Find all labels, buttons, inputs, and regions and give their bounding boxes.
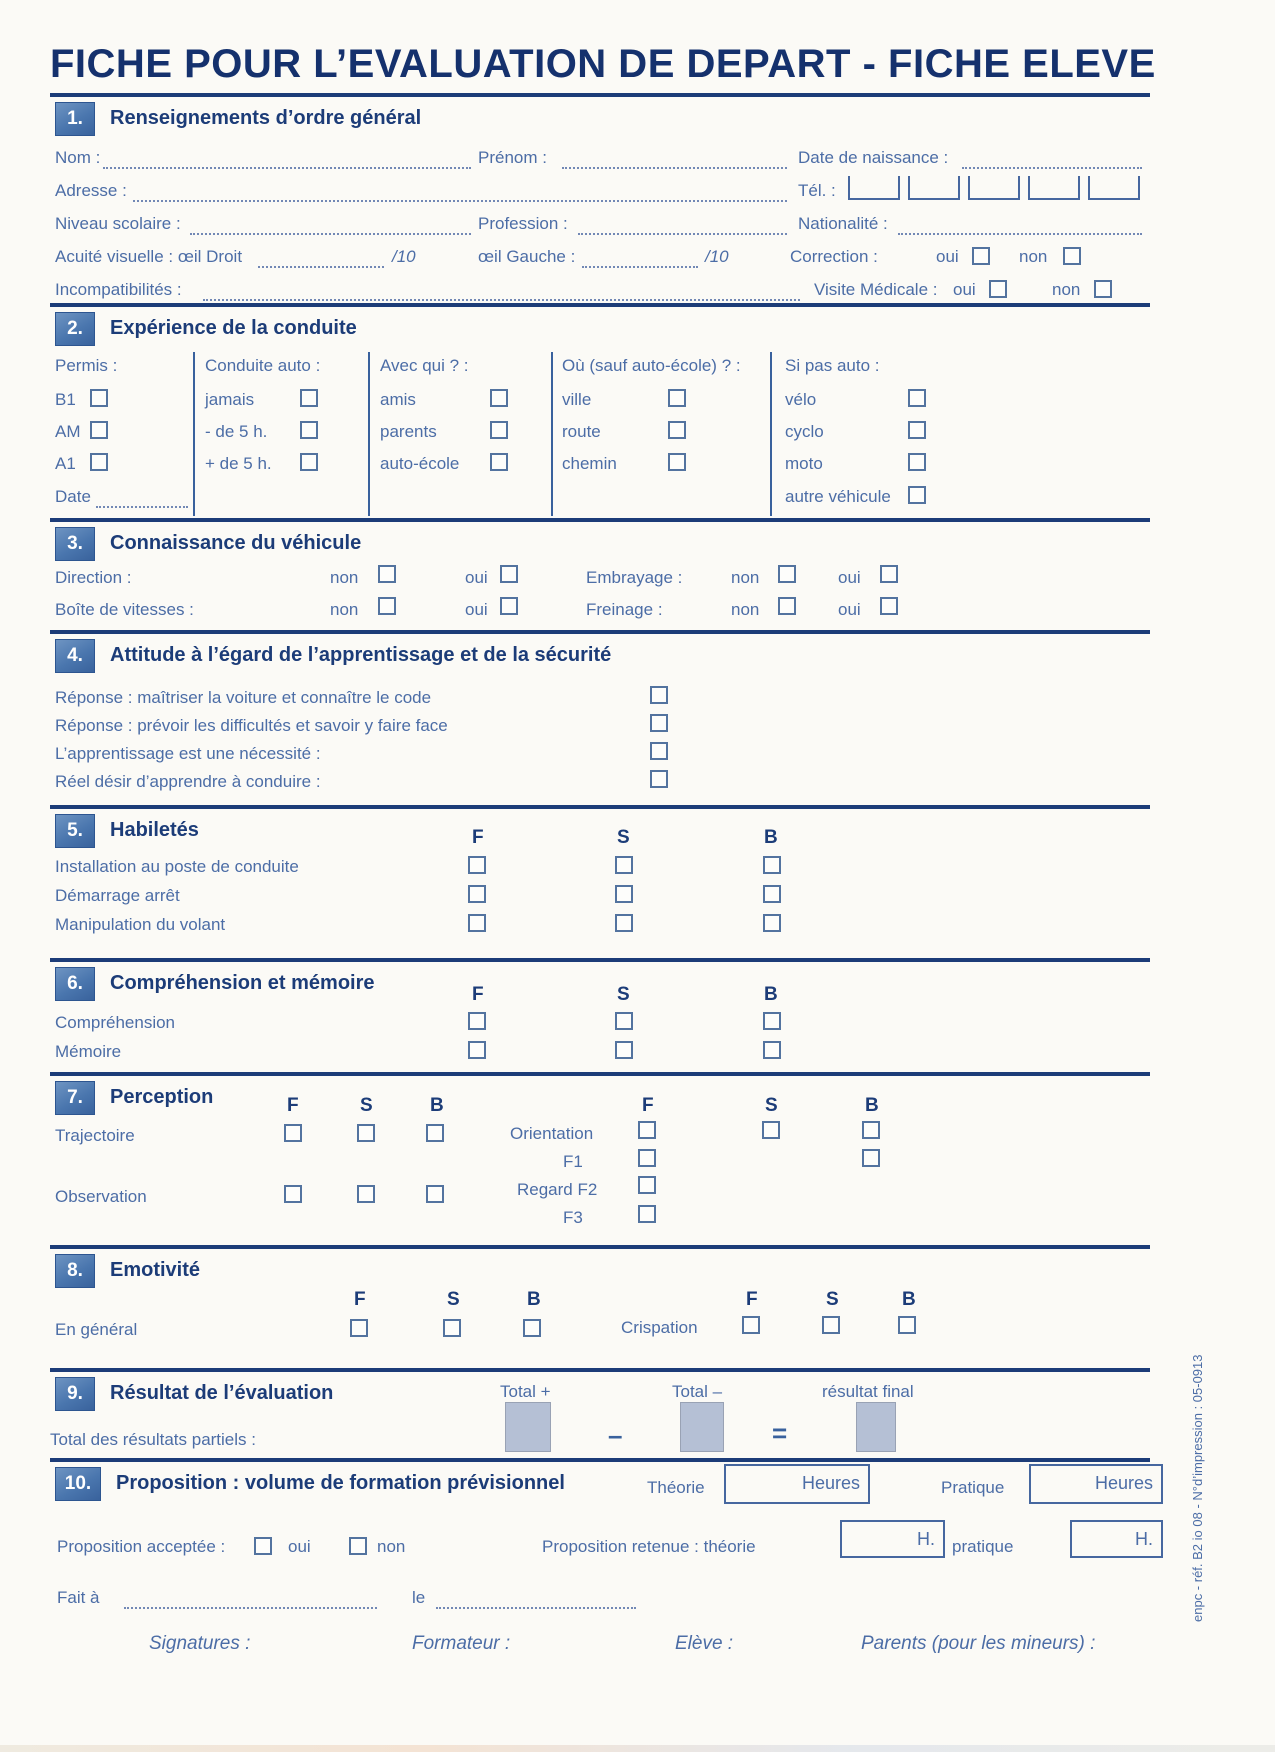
section-9-title: Résultat de l’évaluation bbox=[110, 1382, 334, 1404]
acceptee-oui-label: oui bbox=[288, 1537, 311, 1556]
s5-r3-s-checkbox[interactable] bbox=[615, 914, 633, 932]
nationalite-label: Nationalité : bbox=[798, 214, 888, 233]
s6-r2-b-checkbox[interactable] bbox=[763, 1041, 781, 1059]
s5-r3-b-checkbox[interactable] bbox=[763, 914, 781, 932]
observation-label: Observation bbox=[55, 1187, 147, 1206]
niveau-label: Niveau scolaire : bbox=[55, 214, 181, 233]
s8-right-col-b: B bbox=[902, 1289, 916, 1310]
attitude-3-checkbox[interactable] bbox=[650, 742, 668, 760]
correction-non-label: non bbox=[1019, 247, 1048, 266]
moins-5h-label: - de 5 h. bbox=[205, 422, 268, 441]
section-7-header bbox=[50, 1072, 1150, 1122]
adresse-field[interactable] bbox=[133, 181, 787, 202]
freinage-non-checkbox[interactable] bbox=[778, 597, 796, 615]
fait-a-field[interactable] bbox=[124, 1588, 377, 1609]
plus-5h-label: + de 5 h. bbox=[205, 454, 272, 473]
freinage-label: Freinage : bbox=[586, 600, 663, 619]
moto-checkbox[interactable] bbox=[908, 453, 926, 471]
attitude-item-1: Réponse : maîtriser la voiture et connaître le code bbox=[55, 688, 432, 707]
oeil-droit-field[interactable] bbox=[258, 247, 384, 268]
retenue-pratique-box[interactable] bbox=[1070, 1520, 1163, 1558]
en-general-b-checkbox[interactable] bbox=[523, 1319, 541, 1337]
acuite-label: Acuité visuelle : œil Droit bbox=[55, 247, 243, 266]
section-3-number: 3. bbox=[55, 527, 95, 561]
direction-non-label: non bbox=[330, 568, 359, 587]
parents-label: Parents (pour les mineurs) : bbox=[861, 1633, 1096, 1654]
direction-non-checkbox[interactable] bbox=[378, 565, 396, 583]
tel-box-1[interactable] bbox=[848, 176, 900, 200]
visite-medicale-label: Visite Médicale : bbox=[814, 280, 938, 299]
section-8-number: 8. bbox=[55, 1254, 95, 1288]
scan-edge-artifact bbox=[0, 1745, 1275, 1752]
attitude-4-checkbox[interactable] bbox=[650, 770, 668, 788]
orientation-label: Orientation bbox=[510, 1124, 594, 1143]
prenom-label: Prénom : bbox=[478, 148, 547, 167]
s6-col-b: B bbox=[764, 984, 778, 1005]
observation-b-checkbox[interactable] bbox=[426, 1185, 444, 1203]
total-plus-box[interactable] bbox=[505, 1402, 551, 1452]
parents-checkbox[interactable] bbox=[490, 421, 508, 439]
crispation-f-checkbox[interactable] bbox=[742, 1316, 760, 1334]
correction-oui-checkbox[interactable] bbox=[972, 247, 990, 265]
page-title: FICHE POUR L’EVALUATION DE DEPART - FICHE ELEVE bbox=[50, 42, 1156, 86]
tel-box-2[interactable] bbox=[908, 176, 960, 200]
tel-box-3[interactable] bbox=[968, 176, 1020, 200]
route-label: route bbox=[562, 422, 601, 441]
formateur-label: Formateur : bbox=[412, 1633, 511, 1654]
s8-left-col-s: S bbox=[447, 1289, 460, 1310]
en-general-f-checkbox[interactable] bbox=[350, 1319, 368, 1337]
attitude-item-2: Réponse : prévoir les difficultés et savoir y faire face bbox=[55, 716, 448, 735]
section-4-header bbox=[50, 630, 1150, 680]
attitude-item-3: L’apprentissage est une nécessité : bbox=[55, 744, 321, 763]
s7-left-col-s: S bbox=[360, 1095, 373, 1116]
incompatibilites-label: Incompatibilités : bbox=[55, 280, 182, 299]
ville-label: ville bbox=[562, 390, 592, 409]
amis-checkbox[interactable] bbox=[490, 389, 508, 407]
total-moins-label: Total – bbox=[672, 1382, 723, 1401]
regard-f2-f-checkbox[interactable] bbox=[638, 1176, 656, 1194]
minus-sign: – bbox=[608, 1420, 623, 1450]
table-divider bbox=[770, 352, 772, 516]
nom-field[interactable] bbox=[103, 148, 471, 169]
theorie-label: Théorie bbox=[647, 1478, 705, 1497]
regard-f2-label: Regard F2 bbox=[517, 1180, 598, 1199]
s5-r1-b-checkbox[interactable] bbox=[763, 856, 781, 874]
crispation-label: Crispation bbox=[621, 1318, 698, 1337]
s5-col-s: S bbox=[617, 827, 630, 848]
s5-r2-s-checkbox[interactable] bbox=[615, 885, 633, 903]
permis-am-label: AM bbox=[55, 422, 81, 441]
s7-left-col-f: F bbox=[287, 1095, 299, 1116]
si-pas-auto-header: Si pas auto : bbox=[785, 356, 880, 375]
trajectoire-b-checkbox[interactable] bbox=[426, 1124, 444, 1142]
oeil-gauche-field[interactable] bbox=[582, 247, 698, 268]
boite-label: Boîte de vitesses : bbox=[55, 600, 194, 619]
section-8-title: Emotivité bbox=[110, 1259, 201, 1281]
autre-vehicule-label: autre véhicule bbox=[785, 487, 891, 506]
section-4-title: Attitude à l’égard de l’apprentissage et de la sécurité bbox=[110, 644, 612, 666]
resultat-final-label: résultat final bbox=[822, 1382, 914, 1401]
visite-non-label: non bbox=[1052, 280, 1081, 299]
nationalite-field[interactable] bbox=[898, 214, 1142, 235]
s5-col-f: F bbox=[472, 827, 484, 848]
acceptee-non-label: non bbox=[377, 1537, 406, 1556]
s6-col-s: S bbox=[617, 984, 630, 1005]
adresse-label: Adresse : bbox=[55, 181, 127, 200]
s8-right-col-s: S bbox=[826, 1289, 839, 1310]
section-1-number: 1. bbox=[55, 102, 95, 136]
total-plus-label: Total + bbox=[500, 1382, 551, 1401]
embrayage-oui-label: oui bbox=[838, 568, 861, 587]
f3-label: F3 bbox=[563, 1208, 583, 1227]
oeil-gauche-sur10: /10 bbox=[705, 247, 729, 266]
f1-b-checkbox[interactable] bbox=[862, 1149, 880, 1167]
s5-r3-f-checkbox[interactable] bbox=[468, 914, 486, 932]
total-moins-box[interactable] bbox=[680, 1402, 724, 1452]
embrayage-non-checkbox[interactable] bbox=[778, 565, 796, 583]
section-4-number: 4. bbox=[55, 639, 95, 673]
resultat-final-box[interactable] bbox=[856, 1402, 896, 1452]
s5-row-2: Démarrage arrêt bbox=[55, 886, 180, 905]
avec-qui-header: Avec qui ? : bbox=[380, 356, 469, 375]
section-6-title: Compréhension et mémoire bbox=[110, 972, 375, 994]
section-7-number: 7. bbox=[55, 1081, 95, 1115]
niveau-field[interactable] bbox=[190, 214, 471, 235]
s5-r1-s-checkbox[interactable] bbox=[615, 856, 633, 874]
conduite-auto-header: Conduite auto : bbox=[205, 356, 321, 375]
equals-sign: = bbox=[772, 1418, 788, 1448]
section-1-title: Renseignements d’ordre général bbox=[110, 107, 422, 129]
nom-label: Nom : bbox=[55, 148, 101, 167]
proposition-retenue-label: Proposition retenue : théorie bbox=[542, 1537, 756, 1556]
s7-right-col-s: S bbox=[765, 1095, 778, 1116]
acceptee-oui-checkbox[interactable] bbox=[254, 1537, 272, 1555]
orientation-f-checkbox[interactable] bbox=[638, 1121, 656, 1139]
ville-checkbox[interactable] bbox=[668, 389, 686, 407]
section-9-header bbox=[50, 1368, 1150, 1418]
section-3-header bbox=[50, 518, 1150, 568]
section-5-title: Habiletés bbox=[110, 819, 199, 841]
trajectoire-f-checkbox[interactable] bbox=[284, 1124, 302, 1142]
date-naissance-label: Date de naissance : bbox=[798, 148, 949, 167]
s5-r2-b-checkbox[interactable] bbox=[763, 885, 781, 903]
en-general-label: En général bbox=[55, 1320, 138, 1339]
boite-non-checkbox[interactable] bbox=[378, 597, 396, 615]
freinage-non-label: non bbox=[731, 600, 760, 619]
section-10-number: 10. bbox=[55, 1467, 101, 1501]
f1-f-checkbox[interactable] bbox=[638, 1149, 656, 1167]
pratique-heures-box[interactable] bbox=[1029, 1464, 1163, 1504]
section-5-number: 5. bbox=[55, 814, 95, 848]
velo-label: vélo bbox=[785, 390, 817, 409]
permis-a1-checkbox[interactable] bbox=[90, 453, 108, 471]
s5-row-1: Installation au poste de conduite bbox=[55, 857, 299, 876]
s7-right-col-f: F bbox=[642, 1095, 654, 1116]
s6-r2-s-checkbox[interactable] bbox=[615, 1041, 633, 1059]
tel-box-4[interactable] bbox=[1028, 176, 1080, 200]
attitude-item-4: Réel désir d’apprendre à conduire : bbox=[55, 772, 321, 791]
plus-5h-checkbox[interactable] bbox=[300, 453, 318, 471]
s5-r1-f-checkbox[interactable] bbox=[468, 856, 486, 874]
section-10-title: Proposition : volume de formation prévisionnel bbox=[116, 1472, 565, 1494]
section-8-header bbox=[50, 1245, 1150, 1295]
table-divider bbox=[551, 352, 553, 516]
correction-oui-label: oui bbox=[936, 247, 959, 266]
orientation-s-checkbox[interactable] bbox=[762, 1121, 780, 1139]
chemin-checkbox[interactable] bbox=[668, 453, 686, 471]
date-naissance-field[interactable] bbox=[962, 148, 1142, 169]
correction-label: Correction : bbox=[790, 247, 878, 266]
crispation-b-checkbox[interactable] bbox=[898, 1316, 916, 1334]
section-1-header bbox=[50, 93, 1150, 143]
amis-label: amis bbox=[380, 390, 416, 409]
cyclo-label: cyclo bbox=[785, 422, 824, 441]
correction-non-checkbox[interactable] bbox=[1063, 247, 1081, 265]
permis-date-label: Date bbox=[55, 487, 91, 506]
s6-row-2: Mémoire bbox=[55, 1042, 122, 1061]
theorie-heures-unit: Heures bbox=[801, 1473, 860, 1493]
eleve-label: Elève : bbox=[675, 1633, 734, 1654]
profession-field[interactable] bbox=[578, 214, 787, 235]
ou-header: Où (sauf auto-école) ? : bbox=[562, 356, 741, 375]
le-date-field[interactable] bbox=[436, 1588, 636, 1609]
trajectoire-label: Trajectoire bbox=[55, 1126, 135, 1145]
visite-non-checkbox[interactable] bbox=[1094, 280, 1112, 298]
s8-left-col-b: B bbox=[527, 1289, 541, 1310]
attitude-1-checkbox[interactable] bbox=[650, 686, 668, 704]
s6-r1-f-checkbox[interactable] bbox=[468, 1012, 486, 1030]
moins-5h-checkbox[interactable] bbox=[300, 421, 318, 439]
auto-ecole-checkbox[interactable] bbox=[490, 453, 508, 471]
jamais-checkbox[interactable] bbox=[300, 389, 318, 407]
s6-row-1: Compréhension bbox=[55, 1013, 176, 1032]
section-7-title: Perception bbox=[110, 1086, 214, 1108]
embrayage-oui-checkbox[interactable] bbox=[880, 565, 898, 583]
chemin-label: chemin bbox=[562, 454, 617, 473]
permis-a1-label: A1 bbox=[55, 454, 76, 473]
permis-b1-checkbox[interactable] bbox=[90, 389, 108, 407]
direction-oui-checkbox[interactable] bbox=[500, 565, 518, 583]
section-2-header bbox=[50, 303, 1150, 353]
section-5-header bbox=[50, 805, 1150, 855]
visite-oui-label: oui bbox=[953, 280, 976, 299]
velo-checkbox[interactable] bbox=[908, 389, 926, 407]
acceptee-non-checkbox[interactable] bbox=[349, 1537, 367, 1555]
auto-ecole-label: auto-école bbox=[380, 454, 460, 473]
s7-right-col-b: B bbox=[865, 1095, 879, 1116]
s5-r2-f-checkbox[interactable] bbox=[468, 885, 486, 903]
s8-right-col-f: F bbox=[746, 1289, 758, 1310]
proposition-acceptee-label: Proposition acceptée : bbox=[57, 1537, 226, 1556]
direction-oui-label: oui bbox=[465, 568, 488, 587]
section-3-title: Connaissance du véhicule bbox=[110, 532, 362, 554]
tel-label: Tél. : bbox=[798, 181, 836, 200]
section-6-number: 6. bbox=[55, 967, 95, 1001]
route-checkbox[interactable] bbox=[668, 421, 686, 439]
s8-left-col-f: F bbox=[354, 1289, 366, 1310]
s6-col-f: F bbox=[472, 984, 484, 1005]
crispation-s-checkbox[interactable] bbox=[822, 1316, 840, 1334]
freinage-oui-label: oui bbox=[838, 600, 861, 619]
section-2-number: 2. bbox=[55, 312, 95, 346]
table-divider bbox=[368, 352, 370, 516]
permis-date-field[interactable] bbox=[96, 487, 188, 508]
retenue-pratique-label: pratique bbox=[952, 1537, 1014, 1556]
pratique-heures-unit: Heures bbox=[1094, 1473, 1153, 1493]
boite-oui-checkbox[interactable] bbox=[500, 597, 518, 615]
section-2-title: Expérience de la conduite bbox=[110, 317, 357, 339]
retenue-theorie-box[interactable] bbox=[840, 1520, 945, 1558]
boite-non-label: non bbox=[330, 600, 359, 619]
section-6-header bbox=[50, 958, 1150, 1008]
freinage-oui-checkbox[interactable] bbox=[880, 597, 898, 615]
embrayage-non-label: non bbox=[731, 568, 760, 587]
autre-vehicule-checkbox[interactable] bbox=[908, 486, 926, 504]
s6-r1-b-checkbox[interactable] bbox=[763, 1012, 781, 1030]
retenue-pratique-h: H. bbox=[1135, 1529, 1153, 1549]
moto-label: moto bbox=[785, 454, 823, 473]
cyclo-checkbox[interactable] bbox=[908, 421, 926, 439]
retenue-theorie-h: H. bbox=[917, 1529, 935, 1549]
observation-f-checkbox[interactable] bbox=[284, 1185, 302, 1203]
tel-box-5[interactable] bbox=[1088, 176, 1140, 200]
permis-b1-label: B1 bbox=[55, 390, 76, 409]
observation-s-checkbox[interactable] bbox=[357, 1185, 375, 1203]
trajectoire-s-checkbox[interactable] bbox=[357, 1124, 375, 1142]
total-partiels-label: Total des résultats partiels : bbox=[50, 1430, 256, 1449]
f1-label: F1 bbox=[563, 1152, 583, 1171]
attitude-2-checkbox[interactable] bbox=[650, 714, 668, 732]
en-general-s-checkbox[interactable] bbox=[443, 1319, 461, 1337]
boite-oui-label: oui bbox=[465, 600, 488, 619]
direction-label: Direction : bbox=[55, 568, 132, 587]
jamais-label: jamais bbox=[205, 390, 255, 409]
profession-label: Profession : bbox=[478, 214, 568, 233]
le-label: le bbox=[412, 1588, 426, 1607]
section-9-number: 9. bbox=[55, 1377, 95, 1411]
parents-label: parents bbox=[380, 422, 437, 441]
s6-r2-f-checkbox[interactable] bbox=[468, 1041, 486, 1059]
visite-oui-checkbox[interactable] bbox=[989, 280, 1007, 298]
s6-r1-s-checkbox[interactable] bbox=[615, 1012, 633, 1030]
permis-header: Permis : bbox=[55, 356, 118, 375]
f3-f-checkbox[interactable] bbox=[638, 1205, 656, 1223]
s5-col-b: B bbox=[764, 827, 778, 848]
oeil-droit-sur10: /10 bbox=[392, 247, 416, 266]
prenom-field[interactable] bbox=[562, 148, 787, 169]
theorie-heures-box[interactable] bbox=[724, 1464, 870, 1504]
incompatibilites-field[interactable] bbox=[203, 280, 800, 301]
permis-am-checkbox[interactable] bbox=[90, 421, 108, 439]
embrayage-label: Embrayage : bbox=[586, 568, 683, 587]
pratique-label: Pratique bbox=[941, 1478, 1005, 1497]
orientation-b-checkbox[interactable] bbox=[862, 1121, 880, 1139]
s7-left-col-b: B bbox=[430, 1095, 444, 1116]
signatures-label: Signatures : bbox=[149, 1633, 251, 1654]
fait-a-label: Fait à bbox=[57, 1588, 100, 1607]
table-divider bbox=[193, 352, 195, 516]
s5-row-3: Manipulation du volant bbox=[55, 915, 226, 934]
print-reference-note: enpc - réf. B2 io 08 - N°d’impression : 05-0913 bbox=[1190, 1354, 1205, 1622]
oeil-gauche-label: œil Gauche : bbox=[478, 247, 576, 266]
